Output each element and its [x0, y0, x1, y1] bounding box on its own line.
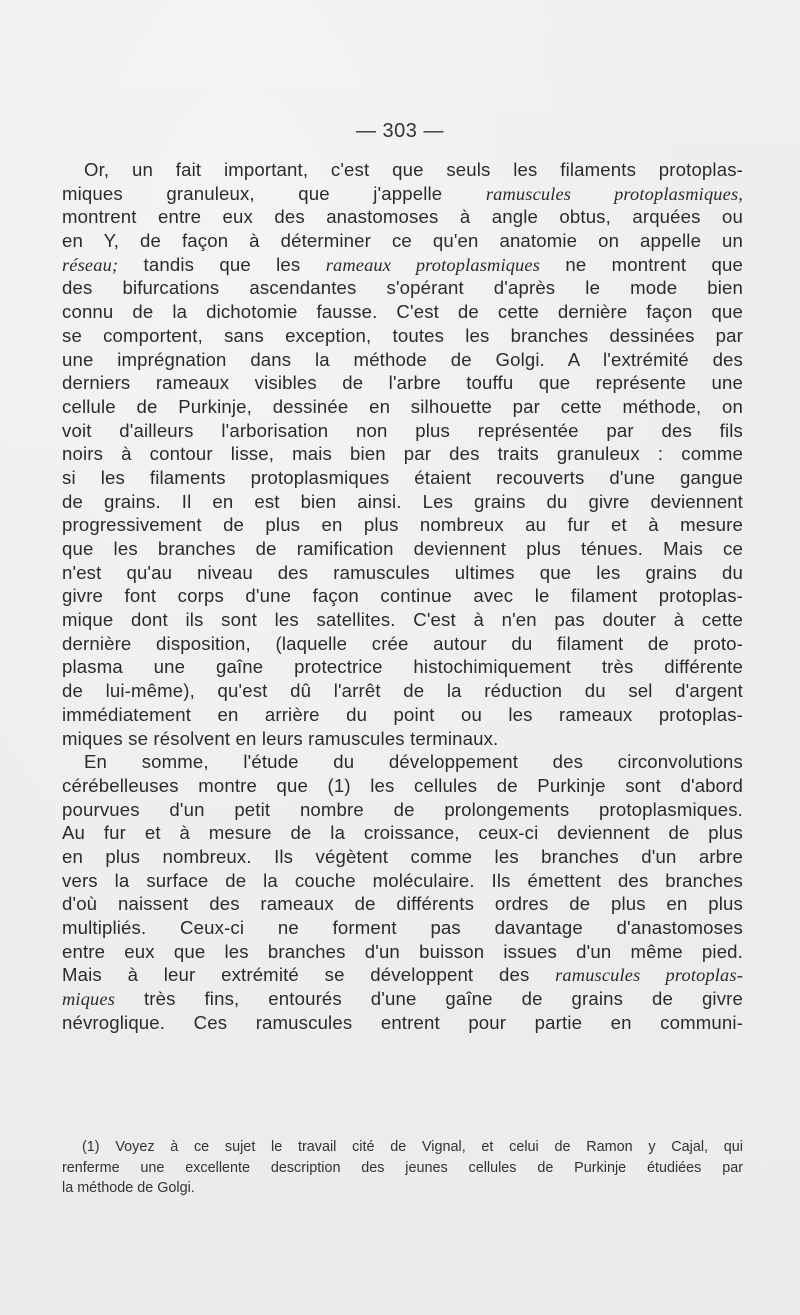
text-run: d'où naissent des rameaux de différents ordres de plus en plus	[62, 893, 743, 915]
text-run: dernière disposition, (laquelle crée autour du filament de proto-	[62, 632, 743, 654]
text-run: entre eux que les branches d'un buisson issues d'un même pied.	[62, 940, 743, 962]
text-line	[62, 229, 743, 253]
text-line	[62, 1011, 743, 1035]
text-run: des bifurcations ascendantes s'opérant d'après le mode bien	[62, 277, 743, 299]
text-run: de grains. Il en est bien ainsi. Les grains du givre deviennent	[62, 490, 743, 512]
text-run: miques se résolvent en leurs ramuscules terminaux.	[62, 727, 499, 749]
italic-term: ramuscules protoplas-	[555, 965, 743, 986]
page-number: — 303 —	[356, 120, 444, 142]
footnote	[62, 1137, 743, 1199]
text-line	[62, 537, 743, 561]
text-line	[62, 490, 743, 514]
text-run: voit d'ailleurs l'arborisation non plus représentée par des fils	[62, 419, 743, 441]
italic-term: ramuscules protoplasmiques,	[485, 183, 744, 204]
text-run: mique dont ils sont les satellites. C'est à n'en pas douter à cette	[62, 609, 743, 631]
footnote-line: (1) Voyez à ce sujet le travail cité de Vignal, et celui de Ramon y Cajal, qui	[82, 1139, 743, 1155]
text-run: n'est qu'au niveau des ramuscules ultimes que les grains du	[62, 561, 743, 583]
italic-term: miques	[62, 989, 116, 1010]
text-run: cérébelleuses montre que (1) les cellules de Purkinje sont d'abord	[62, 774, 743, 796]
text-run: très fins, entourés d'une gaîne de grains de givre	[115, 988, 743, 1010]
text-run: tandis que les	[118, 253, 326, 275]
text-line	[62, 584, 743, 608]
text-line	[62, 892, 743, 916]
text-line	[62, 798, 743, 822]
text-line	[62, 442, 743, 466]
text-run: givre font corps d'une façon continue avec le filament protoplas-	[62, 585, 743, 607]
text-run: une imprégnation dans la méthode de Golgi. A l'extrémité des	[62, 348, 743, 370]
text-run: miques granuleux, que j'appelle	[62, 182, 486, 204]
text-run: Or, un fait important, c'est que seuls les filaments protoplas-	[84, 159, 743, 180]
text-line	[62, 348, 743, 372]
text-line	[62, 987, 743, 1011]
text-line	[62, 703, 743, 727]
text-line	[62, 655, 743, 679]
text-run: en plus nombreux. Ils végètent comme les branches d'un arbre	[62, 845, 743, 867]
text-run: que les branches de ramification deviennent plus ténues. Mais ce	[62, 538, 743, 559]
text-line	[62, 182, 743, 206]
text-run: de lui-même), qu'est dû l'arrêt de la réduction du sel d'argent	[62, 680, 743, 702]
text-run: en Y, de façon à déterminer ce qu'en anatomie on appelle un	[62, 230, 743, 252]
text-line	[62, 253, 743, 277]
text-line	[62, 679, 743, 703]
text-run: se comportent, sans exception, toutes les branches dessinées par	[62, 324, 743, 346]
text-line	[62, 419, 743, 443]
footnote-line: renferme une excellente description des jeunes cellules de Purkinje étudiées par	[62, 1159, 743, 1176]
text-line	[62, 845, 743, 869]
text-run: cellule de Purkinje, dessinée en silhouette par cette méthode, on	[62, 395, 743, 417]
text-line	[62, 513, 743, 537]
text-run: montrent entre eux des anastomoses à angle obtus, arquées ou	[62, 206, 743, 228]
text-line	[62, 632, 743, 656]
footnote-line: la méthode de Golgi.	[62, 1180, 195, 1196]
text-line	[62, 869, 743, 893]
text-run: pourvues d'un petit nombre de prolongements protoplasmiques.	[62, 798, 743, 820]
text-line	[62, 276, 743, 300]
text-line	[62, 821, 743, 845]
text-line	[62, 158, 743, 182]
text-run: immédiatement en arrière du point ou les rameaux protoplas-	[62, 703, 743, 725]
text-run: multipliés. Ceux-ci ne forment pas davantage d'anastomoses	[62, 917, 743, 938]
text-line	[62, 300, 743, 324]
text-run: Au fur et à mesure de la croissance, ceux-ci deviennent de plus	[62, 822, 743, 844]
text-line	[62, 940, 743, 964]
italic-term: réseau;	[62, 254, 119, 275]
text-run: Mais à leur extrémité se développent des	[62, 964, 556, 986]
text-line	[62, 963, 743, 987]
text-line	[62, 466, 743, 490]
text-run: vers la surface de la couche moléculaire. Ils émettent des branches	[62, 869, 743, 891]
body-text	[62, 158, 743, 1034]
text-run: ne montrent que	[540, 253, 743, 275]
text-line	[62, 750, 743, 774]
text-line	[62, 395, 743, 419]
italic-term: rameaux protoplasmiques	[325, 254, 541, 275]
text-line	[62, 371, 743, 395]
text-run: si les filaments protoplasmiques étaient recouverts d'une gangue	[62, 466, 743, 488]
text-run: connu de la dichotomie fausse. C'est de cette dernière façon que	[62, 301, 743, 323]
text-run: derniers rameaux visibles de l'arbre touffu que représente une	[62, 372, 743, 394]
text-line	[62, 727, 743, 751]
text-run: plasma une gaîne protectrice histochimiquement très différente	[62, 656, 743, 678]
text-line	[62, 774, 743, 798]
text-line	[62, 608, 743, 632]
text-line	[62, 916, 743, 940]
text-line	[62, 324, 743, 348]
text-run: progressivement de plus en plus nombreux au fur et à mesure	[62, 514, 743, 536]
text-run: En somme, l'étude du développement des circonvolutions	[84, 751, 743, 773]
text-run: névroglique. Ces ramuscules entrent pour partie en communi-	[62, 1011, 743, 1033]
text-line	[62, 561, 743, 585]
text-run: noirs à contour lisse, mais bien par des traits granuleux : comme	[62, 443, 743, 465]
text-line	[62, 205, 743, 229]
